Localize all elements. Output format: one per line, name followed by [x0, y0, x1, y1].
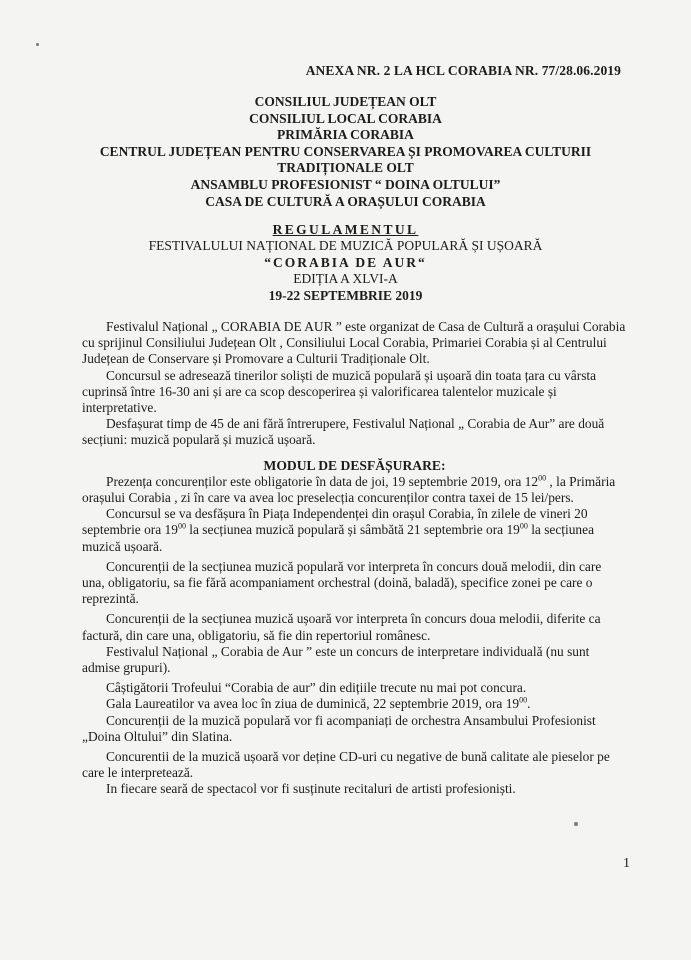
- rule-paragraph: Gala Laureatilor va avea loc în ziua de duminică, 22 septembrie 2019, ora $19^{00}$.: [106, 696, 531, 712]
- rule-paragraph: Concursul se va desfășura în Piața Independenței din orașul Corabia, în zilele de vineri 20 septembrie ora $19^{00}$ la secțiunea muzică populară și sâmbătă 21 septembrie ora $19^{00}$ la secțiunea muzică ușoară.: [82, 506, 595, 554]
- rule-paragraph: In fiecare seară de spectacol vor fi susținute recitaluri de artisti profesioniști.: [106, 781, 516, 797]
- rule-paragraph: Festivalul Național „ Corabia de Aur ” este un concurs de interpretare individuală (nu sunt admise grupuri).: [82, 643, 590, 676]
- header-line: CONSILIUL JUDEȚEAN OLT: [254, 94, 437, 109]
- document-body: [82, 319, 627, 798]
- annex-reference: ANEXA NR. 2 LA HCL CORABIA NR. 77/28.06.2019: [305, 63, 621, 78]
- regulation-title: REGULAMENTUL: [272, 222, 419, 237]
- rule-paragraph: Câștigătorii Trofeului “Corabia de aur” din edițiile trecute nu mai pot concura.: [106, 680, 527, 696]
- festival-edition: EDIȚIA A XLVI-A: [293, 271, 398, 287]
- intro-paragraph: Concursul se adresează tinerilor soliști de muzică populară și ușoară din toata țara cu vârsta cuprinsă între 16-30 ani și are ca scop descoperirea și valorificarea talentelor muzicale și interpretative.: [82, 367, 597, 416]
- header-line: CASA DE CULTURĂ A ORAȘULUI CORABIA: [205, 193, 486, 209]
- rule-paragraph: Concurenții de la secțiunea muzică ușoară vor interpreta în concurs doua melodii, diferite ca factură, din care una, obligatoriu, să fie din repertoriul românesc.: [82, 611, 601, 643]
- header-line: TRADIȚIONALE OLT: [277, 160, 414, 176]
- rule-paragraph: Concurenții de la secțiunea muzică populară vor interpreta în concurs două melodii, din care una, obligatoriu, sa fie fără acompaniament orchestral (doină, baladă), specifice zonei pe care o reprezintă.: [82, 558, 602, 607]
- rule-paragraph: Prezența concurenților este obligatorie în data de joi, 19 septembrie 2019, ora $12^{00}$ , la Primăria orașului Corabia , zi în care va avea loc preselecția concurenților contra taxei de 15 lei/pers.: [82, 473, 616, 506]
- festival-dates: 19-22 SEPTEMBRIE 2019: [268, 287, 423, 303]
- rule-paragraph: Concurenții de la muzică populară vor fi acompaniați de orchestra Ansambului Profesionist „Doina Oltului” din Slatina.: [82, 712, 596, 744]
- document-title-block: [0, 222, 691, 304]
- scan-speck: [574, 822, 578, 826]
- scan-speck: [36, 43, 39, 46]
- header-line: PRIMĂRIA CORABIA: [277, 127, 414, 143]
- intro-paragraph: Desfașurat timp de 45 de ani fără întrerupere, Festivalul Național „ Corabia de Aur” are două secțiuni: muzică populară și muzică ușoară.: [82, 416, 605, 448]
- festival-name: “CORABIA DE AUR“: [264, 254, 427, 270]
- intro-paragraph: Festivalul Național „ CORABIA DE AUR ” este organizat de Casa de Cultură a orașului Corabia cu sprijinul Consiliului Județean Olt , Consiliului Local Corabia, Primariei Corabia și al Centrului Județean de Conservare și Promovare a Culturii Tradiționale Olt.: [82, 319, 626, 367]
- page-number: 1: [623, 856, 630, 871]
- header-line: CENTRUL JUDEȚEAN PENTRU CONSERVAREA ȘI PROMOVAREA CULTURII: [99, 143, 592, 159]
- rule-paragraph: Concurentii de la muzică ușoară vor deține CD-uri cu negative de bună calitate ale pieselor pe care le interpretează.: [82, 749, 610, 781]
- header-line: CONSILIUL LOCAL CORABIA: [249, 110, 442, 126]
- institution-header: [0, 94, 691, 210]
- header-line: ANSAMBLU PROFESIONIST “ DOINA OLTULUI”: [190, 176, 501, 192]
- festival-title: FESTIVALULUI NAȚIONAL DE MUZICĂ POPULARĂ ȘI UȘOARĂ: [148, 238, 543, 254]
- section-heading: MODUL DE DESFĂȘURARE:: [263, 457, 446, 473]
